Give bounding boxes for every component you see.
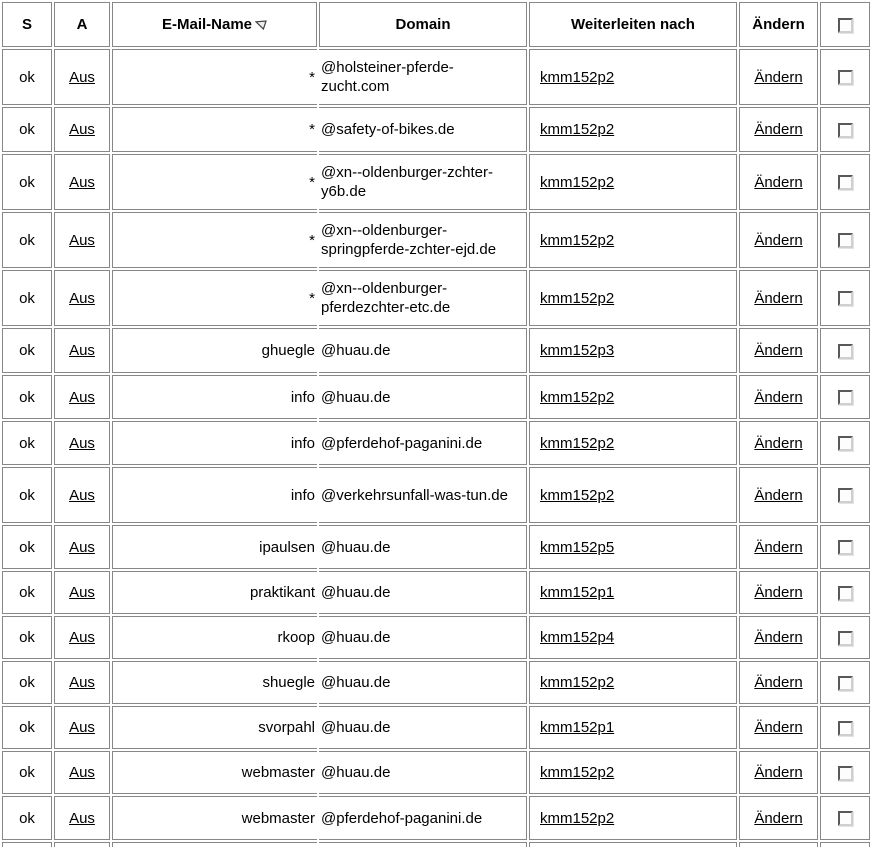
row-checkbox[interactable]: [838, 175, 853, 190]
active-cell: [54, 212, 110, 268]
table-row: [2, 571, 870, 614]
active-toggle-link[interactable]: Aus: [69, 388, 95, 406]
domain-cell: [319, 842, 527, 847]
checkbox-cell: [820, 706, 870, 749]
active-header: A: [54, 2, 110, 47]
active-cell: [54, 706, 110, 749]
row-checkbox[interactable]: [838, 586, 853, 601]
forward-target-link[interactable]: kmm152p2: [540, 68, 615, 86]
status-cell: ok: [2, 467, 52, 523]
forward-to-cell: [529, 751, 737, 794]
table-row: [2, 107, 870, 152]
active-toggle-link[interactable]: Aus: [69, 231, 95, 249]
domain-header: Domain: [319, 2, 527, 47]
forward-to-header: Weiterleiten nach: [529, 2, 737, 47]
forward-target-link[interactable]: kmm152p2: [540, 173, 615, 191]
table-row: [2, 616, 870, 659]
status-cell: ok: [2, 616, 52, 659]
change-cell: [739, 842, 818, 847]
change-cell: [739, 49, 818, 105]
active-toggle-link[interactable]: Aus: [69, 289, 95, 307]
change-cell: [739, 616, 818, 659]
table-row: [2, 375, 870, 419]
forward-target-link[interactable]: kmm152p1: [540, 719, 615, 736]
table-row: [2, 706, 870, 749]
active-toggle-link[interactable]: Aus: [69, 809, 95, 827]
table-row: [2, 421, 870, 465]
domain-cell: @huau.de: [319, 616, 527, 659]
active-toggle-link[interactable]: Aus: [69, 538, 95, 556]
change-cell: [739, 525, 818, 569]
email-name-cell: svorpahl: [112, 706, 317, 749]
domain-cell: @pferdehof-paganini.de: [319, 796, 527, 840]
status-cell: ok: [2, 154, 52, 210]
active-toggle-link[interactable]: Aus: [69, 434, 95, 452]
forward-target-link[interactable]: kmm152p2: [540, 231, 615, 249]
domain-cell: @huau.de: [319, 525, 527, 569]
active-cell: [54, 49, 110, 105]
checkbox-cell: [820, 270, 870, 326]
active-cell: [54, 751, 110, 794]
active-cell: [54, 842, 110, 847]
checkbox-cell: [820, 107, 870, 152]
domain-cell: @huau.de: [319, 751, 527, 794]
status-cell: ok: [2, 796, 52, 840]
email-name-header[interactable]: [112, 2, 317, 47]
change-link[interactable]: Ändern: [754, 486, 803, 504]
domain-cell: @huau.de: [319, 375, 527, 419]
email-name-header-label: E-Mail-Name: [161, 16, 253, 33]
select-all-header-cell: [820, 2, 870, 47]
checkbox-cell: [820, 525, 870, 569]
active-cell: [54, 421, 110, 465]
status-cell: ok: [2, 270, 52, 326]
checkbox-cell: [820, 154, 870, 210]
checkbox-cell: [820, 212, 870, 268]
email-name-cell: info: [112, 421, 317, 465]
table-row: [2, 842, 870, 847]
active-toggle-link[interactable]: Aus: [69, 121, 95, 138]
change-header: Ändern: [739, 2, 818, 47]
active-cell: [54, 467, 110, 523]
change-link[interactable]: Ändern: [754, 719, 803, 736]
forward-to-cell: [529, 571, 737, 614]
domain-cell: @huau.de: [319, 661, 527, 704]
row-checkbox[interactable]: [838, 721, 853, 736]
forward-to-cell: [529, 270, 737, 326]
checkbox-cell: [820, 796, 870, 840]
table-row: [2, 525, 870, 569]
domain-cell: @holsteiner-pferde-zucht.com: [319, 49, 527, 105]
change-cell: [739, 706, 818, 749]
email-name-cell: *: [112, 154, 317, 210]
active-toggle-link[interactable]: Aus: [69, 342, 95, 359]
active-cell: [54, 525, 110, 569]
active-toggle-link[interactable]: Aus: [69, 68, 95, 86]
status-cell: ok: [2, 107, 52, 152]
table-header: [2, 2, 870, 47]
row-checkbox[interactable]: [838, 631, 853, 646]
forward-target-link[interactable]: kmm152p4: [540, 629, 615, 646]
forward-to-cell: [529, 154, 737, 210]
change-link[interactable]: Ändern: [754, 764, 803, 781]
table-row: [2, 661, 870, 704]
header-row: [2, 2, 870, 47]
checkbox-cell: [820, 616, 870, 659]
change-link[interactable]: Ändern: [754, 173, 803, 191]
forward-target-link[interactable]: kmm152p2: [540, 289, 615, 307]
change-cell: [739, 328, 818, 373]
row-checkbox[interactable]: [838, 70, 853, 85]
email-name-cell: praktikant: [112, 571, 317, 614]
change-link[interactable]: Ändern: [754, 434, 803, 452]
forward-to-cell: [529, 212, 737, 268]
change-link[interactable]: Ändern: [754, 584, 803, 601]
domain-cell: @pferdehof-paganini.de: [319, 421, 527, 465]
row-checkbox[interactable]: [838, 390, 853, 405]
change-cell: [739, 421, 818, 465]
status-cell: ok: [2, 525, 52, 569]
active-cell: [54, 661, 110, 704]
change-link[interactable]: Ändern: [754, 121, 803, 138]
row-checkbox[interactable]: [838, 766, 853, 781]
checkbox-cell: [820, 571, 870, 614]
domain-cell: @xn--oldenburger-pferdezchter-etc.de: [319, 270, 527, 326]
domain-cell: @xn--oldenburger-zchter-y6b.de: [319, 154, 527, 210]
email-name-cell: info: [112, 375, 317, 419]
forward-to-cell: [529, 661, 737, 704]
domain-cell: @huau.de: [319, 706, 527, 749]
change-cell: [739, 661, 818, 704]
forward-target-link[interactable]: kmm152p2: [540, 809, 615, 827]
active-cell: [54, 270, 110, 326]
table-row: [2, 49, 870, 105]
row-checkbox[interactable]: [838, 436, 853, 451]
status-cell: ok: [2, 421, 52, 465]
table-row: [2, 212, 870, 268]
email-name-cell: shuegle: [112, 661, 317, 704]
row-checkbox[interactable]: [838, 291, 853, 306]
checkbox-cell: [820, 467, 870, 523]
change-link[interactable]: Ändern: [754, 68, 803, 86]
table-row: [2, 751, 870, 794]
forward-to-cell: [529, 375, 737, 419]
change-link[interactable]: Ändern: [754, 629, 803, 646]
email-name-cell: [112, 842, 317, 847]
row-checkbox[interactable]: [838, 233, 853, 248]
forward-to-cell: [529, 421, 737, 465]
forward-to-cell: [529, 328, 737, 373]
table-row: [2, 270, 870, 326]
change-cell: [739, 796, 818, 840]
domain-cell: @huau.de: [319, 328, 527, 373]
active-toggle-link[interactable]: Aus: [69, 584, 95, 601]
active-toggle-link[interactable]: Aus: [69, 486, 95, 504]
email-name-cell: webmaster: [112, 751, 317, 794]
active-cell: [54, 154, 110, 210]
forward-target-link[interactable]: kmm152p2: [540, 764, 615, 781]
active-toggle-link[interactable]: Aus: [69, 764, 95, 781]
row-checkbox[interactable]: [838, 540, 853, 555]
forward-target-link[interactable]: kmm152p2: [540, 486, 615, 504]
forward-target-link[interactable]: kmm152p1: [540, 584, 615, 601]
forward-to-cell: [529, 107, 737, 152]
checkbox-cell: [820, 328, 870, 373]
status-cell: ok: [2, 375, 52, 419]
checkbox-cell: [820, 751, 870, 794]
change-link[interactable]: Ändern: [754, 342, 803, 359]
change-cell: [739, 375, 818, 419]
active-toggle-link[interactable]: Aus: [69, 719, 95, 736]
active-cell: [54, 375, 110, 419]
forward-target-link[interactable]: kmm152p2: [540, 121, 615, 138]
forward-target-link[interactable]: kmm152p2: [540, 674, 615, 691]
change-link[interactable]: Ändern: [754, 388, 803, 406]
forward-target-link[interactable]: kmm152p2: [540, 434, 615, 452]
active-toggle-link[interactable]: Aus: [69, 674, 95, 691]
forward-to-cell: [529, 616, 737, 659]
table-body: [2, 49, 870, 847]
checkbox-cell: [820, 842, 870, 847]
email-name-cell: ipaulsen: [112, 525, 317, 569]
row-checkbox[interactable]: [838, 344, 853, 359]
table-row: [2, 154, 870, 210]
checkbox-cell: [820, 375, 870, 419]
active-toggle-link[interactable]: Aus: [69, 629, 95, 646]
domain-cell: @huau.de: [319, 571, 527, 614]
status-header: S: [2, 2, 52, 47]
email-name-cell: *: [112, 212, 317, 268]
change-cell: [739, 571, 818, 614]
active-cell: [54, 328, 110, 373]
status-cell: ok: [2, 751, 52, 794]
change-cell: [739, 212, 818, 268]
change-link[interactable]: Ändern: [754, 289, 803, 307]
row-checkbox[interactable]: [838, 811, 853, 826]
status-cell: ok: [2, 571, 52, 614]
row-checkbox[interactable]: [838, 676, 853, 691]
change-cell: [739, 751, 818, 794]
checkbox-cell: [820, 49, 870, 105]
table-row: [2, 328, 870, 373]
change-link[interactable]: Ändern: [754, 231, 803, 249]
row-checkbox[interactable]: [838, 488, 853, 503]
email-name-cell: info: [112, 467, 317, 523]
domain-cell: @xn--oldenburger-springpferde-zchter-ejd.de: [319, 212, 527, 268]
domain-cell: @verkehrsunfall-was-tun.de: [319, 467, 527, 523]
table-row: [2, 796, 870, 840]
email-name-cell: *: [112, 107, 317, 152]
checkbox-cell: [820, 661, 870, 704]
change-cell: [739, 107, 818, 152]
forward-target-link[interactable]: kmm152p2: [540, 388, 615, 406]
status-cell: ok: [2, 49, 52, 105]
status-cell: ok: [2, 328, 52, 373]
forward-to-cell: [529, 842, 737, 847]
row-checkbox[interactable]: [838, 123, 853, 138]
email-name-cell: webmaster: [112, 796, 317, 840]
change-link[interactable]: Ändern: [754, 809, 803, 827]
status-cell: ok: [2, 212, 52, 268]
status-cell: ok: [2, 661, 52, 704]
active-toggle-link[interactable]: Aus: [69, 173, 95, 191]
forward-to-cell: [529, 706, 737, 749]
forward-target-link[interactable]: kmm152p5: [540, 538, 615, 556]
status-cell: [2, 842, 52, 847]
active-cell: [54, 796, 110, 840]
sort-descending-icon: [255, 16, 267, 35]
change-link[interactable]: Ändern: [754, 674, 803, 691]
change-cell: [739, 270, 818, 326]
change-cell: [739, 154, 818, 210]
change-cell: [739, 467, 818, 523]
active-cell: [54, 107, 110, 152]
checkbox-cell: [820, 421, 870, 465]
forward-target-link[interactable]: kmm152p3: [540, 342, 615, 359]
email-name-cell: *: [112, 270, 317, 326]
change-link[interactable]: Ändern: [754, 538, 803, 556]
table-row: [2, 467, 870, 523]
forward-to-cell: [529, 525, 737, 569]
forward-to-cell: [529, 49, 737, 105]
status-cell: ok: [2, 706, 52, 749]
forward-to-cell: [529, 467, 737, 523]
select-all-checkbox[interactable]: [838, 18, 853, 33]
forward-to-cell: [529, 796, 737, 840]
email-name-cell: *: [112, 49, 317, 105]
domain-cell: @safety-of-bikes.de: [319, 107, 527, 152]
email-name-cell: rkoop: [112, 616, 317, 659]
email-name-cell: ghuegle: [112, 328, 317, 373]
active-cell: [54, 571, 110, 614]
active-cell: [54, 616, 110, 659]
